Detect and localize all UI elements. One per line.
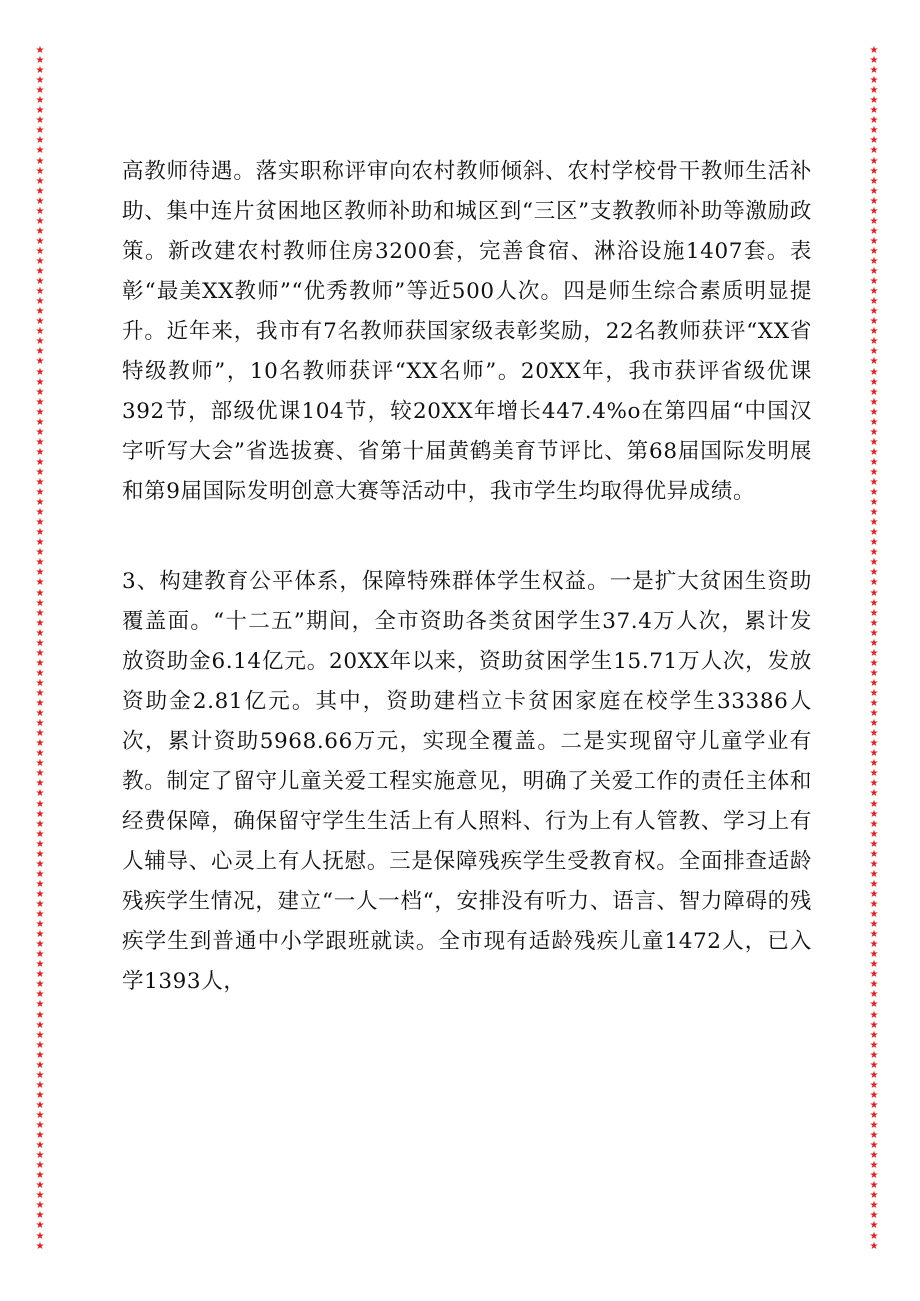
right-star-border: ★ ★ ★ ★ ★ ★ ★ ★ ★ ★ ★ ★ ★ ★ ★ ★ ★ ★ ★ ★ ★ ★ ★ ★ ★ ★ ★ ★ ★ ★ ★ ★ ★ ★ ★ ★ ★ ★ ★ ★ ★ ★ ★ ★ ★ ★ ★ ★ ★ ★ ★ ★ ★ ★ ★ ★ ★ ★ ★ ★ ★ ★ ★ ★ ★ ★ ★ ★ ★ ★ ★ ★ ★ ★ ★ ★ ★ ★ ★ ★ ★ ★ ★ ★ ★ ★ ★ ★ ★ ★ ★ ★ ★ ★ ★ ★ ★ ★ ★ ★ ★ ★ ★ ★ ★ ★ ★ ★ ★ ★ ★ ★ ★ ★ ★ ★ ★ ★ ★ ★	[869, 46, 879, 1252]
document-body	[122, 152, 812, 1002]
paragraph-education-equity: 3、构建教育公平体系，保障特殊群体学生权益。一是扩大贫困生资助覆盖面。“十二五”期间，全市资助各类贫困学生37.4万人次，累计发放资助金6.14亿元。20XX年以来，资助贫困学生15.71万人次，发放资助金2.81亿元。其中，资助建档立卡贫困家庭在校学生33386人次，累计资助5968.66万元，实现全覆盖。二是实现留守儿童学业有教。制定了留守儿童关爱工程实施意见，明确了关爱工作的责任主体和经费保障，确保留守学生生活上有人照料、行为上有人管教、学习上有人辅导、心灵上有人抚慰。三是保障残疾学生受教育权。全面排查适龄残疾学生情况，建立“一人一档“，安排没有听力、语言、智力障碍的残疾学生到普通中小学跟班就读。全市现有适龄残疾儿童1472人，已入学1393人，	[122, 569, 812, 994]
left-star-border: ★ ★ ★ ★ ★ ★ ★ ★ ★ ★ ★ ★ ★ ★ ★ ★ ★ ★ ★ ★ ★ ★ ★ ★ ★ ★ ★ ★ ★ ★ ★ ★ ★ ★ ★ ★ ★ ★ ★ ★ ★ ★ ★ ★ ★ ★ ★ ★ ★ ★ ★ ★ ★ ★ ★ ★ ★ ★ ★ ★ ★ ★ ★ ★ ★ ★ ★ ★ ★ ★ ★ ★ ★ ★ ★ ★ ★ ★ ★ ★ ★ ★ ★ ★ ★ ★ ★ ★ ★ ★ ★ ★ ★ ★ ★ ★ ★ ★ ★ ★ ★ ★ ★ ★ ★ ★ ★ ★ ★ ★ ★ ★ ★ ★ ★ ★ ★ ★ ★ ★	[35, 46, 45, 1252]
paragraph-teacher-benefits: 高教师待遇。落实职称评审向农村教师倾斜、农村学校骨干教师生活补助、集中连片贫困地区教师补助和城区到“三区”支教教师补助等激励政策。新改建农村教师住房3200套，完善食宿、淋浴设施1407套。表彰“最美XX教师”“优秀教师”等近500人次。四是师生综合素质明显提升。近年来，我市有7名教师获国家级表彰奖励，22名教师获评“XX省特级教师”，10名教师获评“XX名师”。20XX年，我市获评省级优课392节，部级优课104节，较20XX年增长447.4%o在第四届“中国汉字听写大会”省选拔赛、省第十届黄鹤美育节评比、第68届国际发明展和第9届国际发明创意大赛等活动中，我市学生均取得优异成绩。	[122, 159, 812, 504]
